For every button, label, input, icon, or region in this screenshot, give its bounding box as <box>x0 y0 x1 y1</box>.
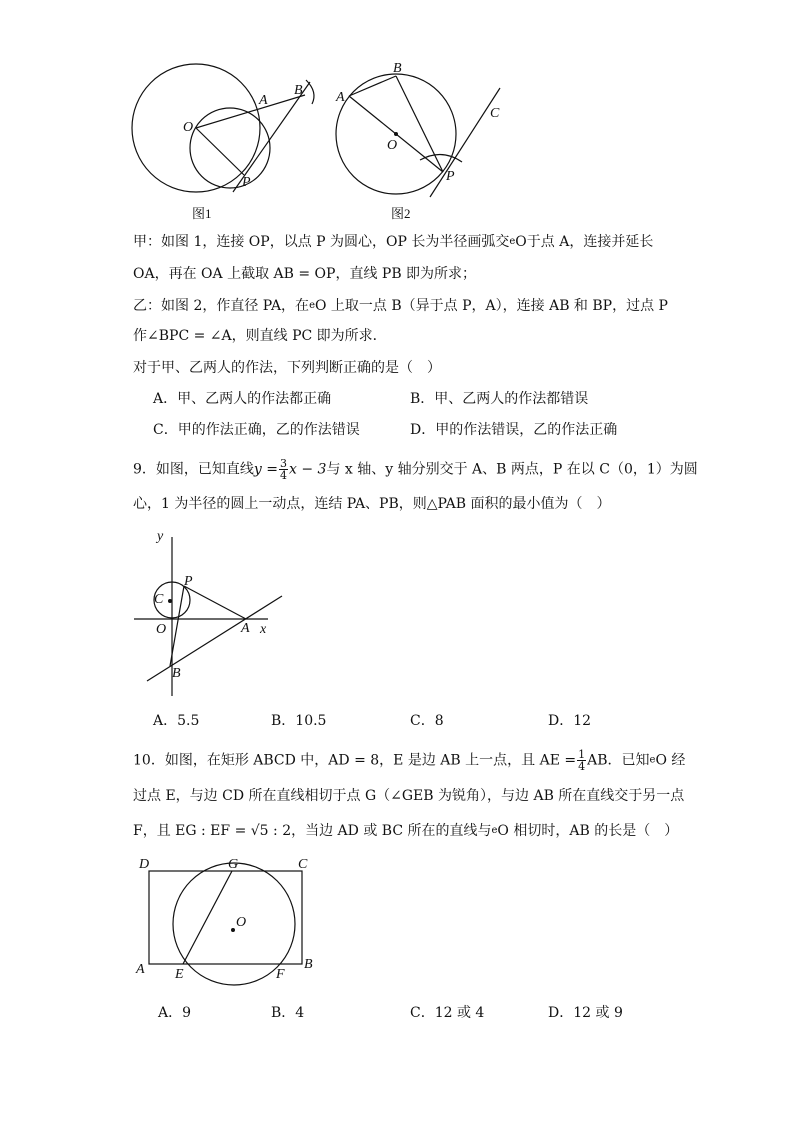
q9-line2: 心，1 为半径的圆上一动点，连结 PA、PB，则△PAB 面积的最小值为（ ） <box>133 496 611 512</box>
fig2-caption: 图2 <box>391 206 411 221</box>
fig2-label-p: P <box>446 169 455 184</box>
q9-label-y: y <box>157 529 164 544</box>
q9-label-a: A <box>241 621 250 636</box>
q8-jia-line1: 甲：如图 1，连接 OP，以点 P 为圆心，OP 长为半径画弧交eO于点 A，连接并延长 <box>133 234 654 250</box>
fig2-label-b: B <box>393 61 402 76</box>
q10-label-d: D <box>139 857 150 872</box>
q9-label-c: C <box>154 592 164 607</box>
q8-question: 对于甲、乙两人的作法，下列判断正确的是（ ） <box>133 360 441 376</box>
q10-fraction: $\frac{1}{4}$ <box>578 748 586 773</box>
q9-option-b[interactable]: B．10.5 <box>271 713 327 729</box>
q10-label-g: G <box>228 857 239 872</box>
q9-line1: 9．如图，已知直线y = $\frac{3}{4}$ x − 3与 x 轴、y 轴分别交于 A、B 两点，P 在以 C（0，1）为圆 <box>133 457 698 482</box>
q9-fraction: $\frac{3}{4}$ <box>280 457 288 482</box>
fig2-label-o: O <box>387 138 398 153</box>
q10-line3: F，且 EG : EF = √5 : 2，当边 AD 或 BC 所在的直线与eO 相切时，AB 的长是（ ） <box>133 823 679 839</box>
q9-label-p: P <box>184 574 193 589</box>
q10-label-f: F <box>276 967 285 982</box>
q10-option-d[interactable]: D．12 或 9 <box>548 1005 623 1021</box>
q9-label-x: x <box>260 622 267 637</box>
fig2-label-c: C <box>490 106 500 121</box>
fig2-label-a: A <box>336 90 345 105</box>
q9-label-o: O <box>156 622 167 637</box>
q10-option-a[interactable]: A．9 <box>158 1005 192 1021</box>
q8-option-b[interactable]: B．甲、乙两人的作法都错误 <box>410 391 589 407</box>
q8-option-c[interactable]: C．甲的作法正确，乙的作法错误 <box>153 422 360 438</box>
fig1-label-p: P <box>242 175 251 190</box>
q9-option-a[interactable]: A．5.5 <box>153 713 200 729</box>
q10-line2: 过点 E，与边 CD 所在直线相切于点 G（∠GEB 为锐角），与边 AB 所在直线交于另一点 <box>133 788 685 804</box>
q9-option-c[interactable]: C．8 <box>410 713 444 729</box>
q10-option-b[interactable]: B．4 <box>271 1005 305 1021</box>
q10-option-c[interactable]: C．12 或 4 <box>410 1005 485 1021</box>
q8-option-a[interactable]: A．甲、乙两人的作法都正确 <box>153 391 332 407</box>
fig1-label-b: B <box>294 83 303 98</box>
q10-label-b: B <box>304 957 313 972</box>
q10-label-e: E <box>175 967 184 982</box>
fig1-label-a: A <box>259 93 268 108</box>
q8-yi-line1: 乙：如图 2，作直径 PA，在eO 上取一点 B（异于点 P，A），连接 AB 和 BP，过点 P <box>133 298 668 314</box>
q8-jia-line2: OA，再在 OA 上截取 AB = OP，直线 PB 即为所求； <box>133 266 477 282</box>
fig1-label-o: O <box>183 120 194 135</box>
q10-label-o: O <box>236 915 247 930</box>
q8-yi-line2: 作∠BPC = ∠A，则直线 PC 即为所求． <box>133 328 387 344</box>
q8-option-d[interactable]: D．甲的作法错误，乙的作法正确 <box>410 422 618 438</box>
q9-option-d[interactable]: D．12 <box>548 713 592 729</box>
q9-label-b: B <box>172 666 181 681</box>
q10-label-a: A <box>136 962 145 977</box>
q10-line1: 10．如图，在矩形 ABCD 中，AD = 8，E 是边 AB 上一点，且 AE = $\frac{1}{4}$ AB．已知eO 经 <box>133 748 686 773</box>
q10-label-c: C <box>298 857 308 872</box>
fig1-caption: 图1 <box>192 206 212 221</box>
